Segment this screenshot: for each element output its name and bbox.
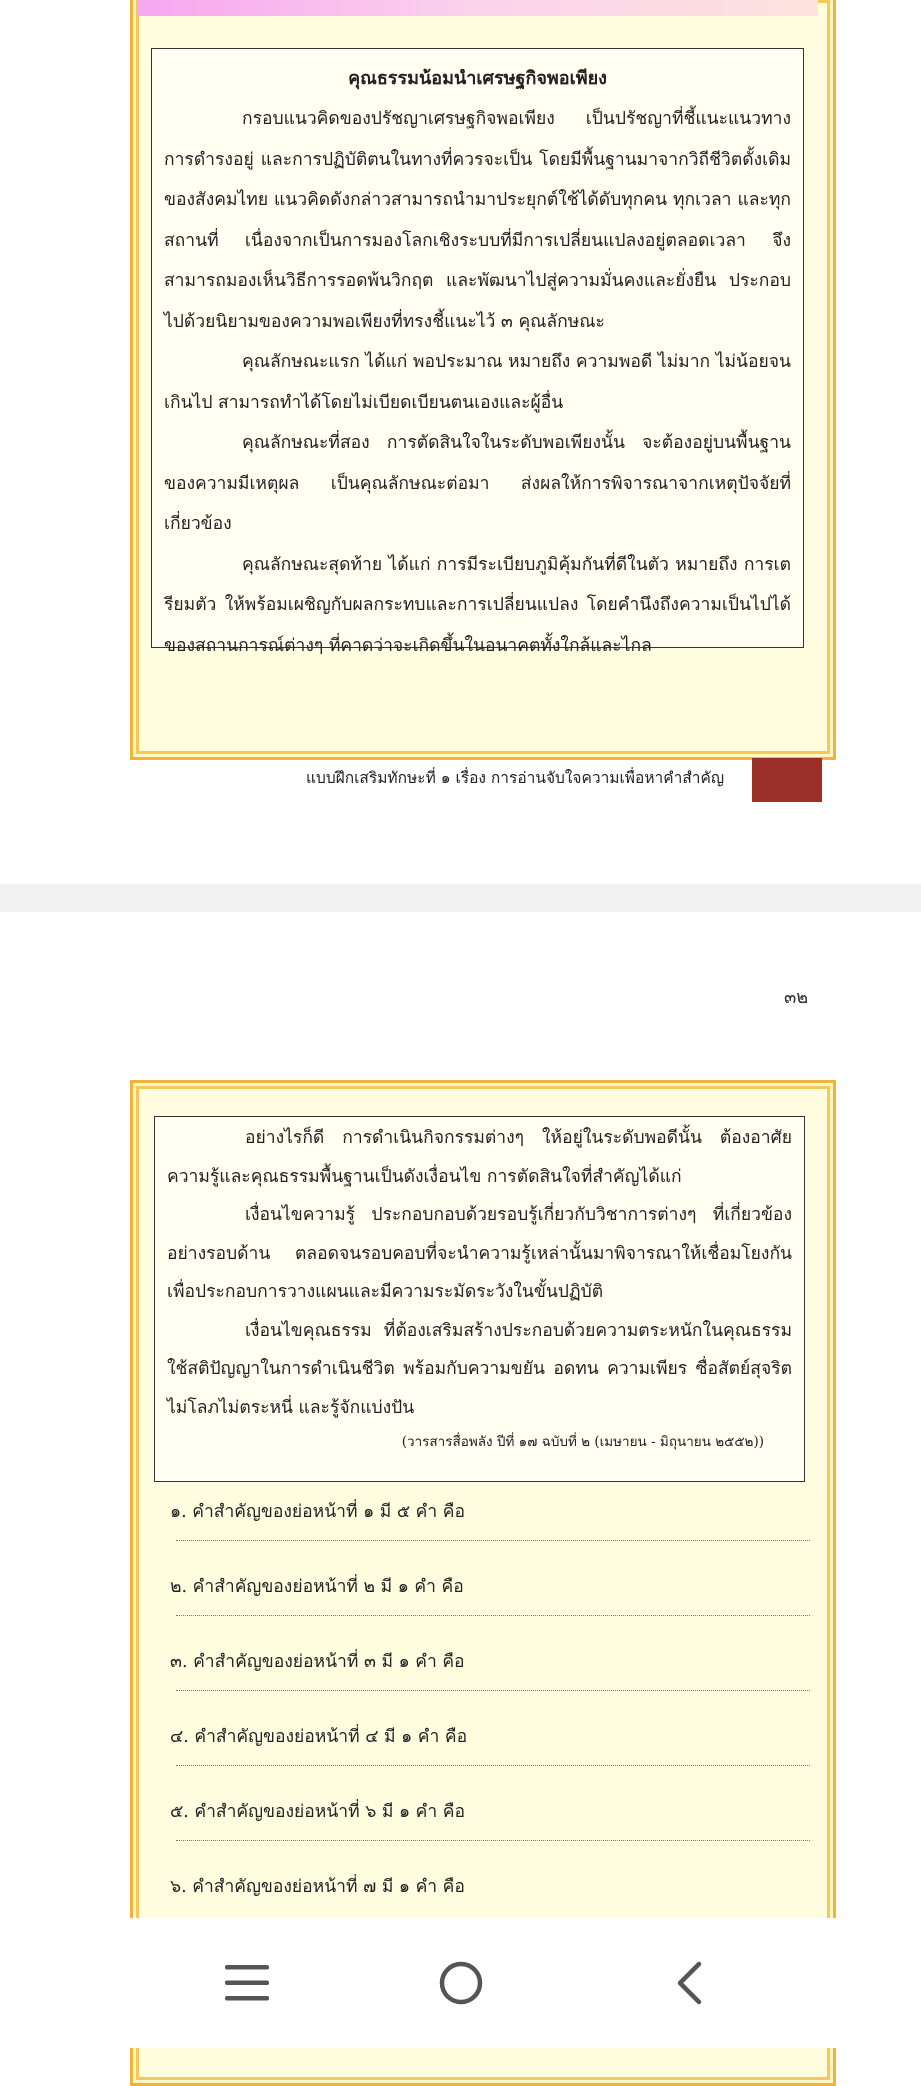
passage-paragraph: คุณลักษณะสุดท้าย ได้แก่ การมีระเบียบภูมิคุ้มกันที่ดีในตัว หมายถึง การเตรียมตัว ให้พร้อมเผชิญกับผลกระทบและการเปลี่ยนแปลง โดยคำนึงถึงความเป็นไปได้ของสถานการณ์ต่างๆ ที่คาดว่าจะเกิดขึ้นในอนาคตทั้งใกล้และไกล [164,554,791,656]
answer-line [176,1540,810,1541]
page-footer: แบบฝึกเสริมทักษะที่ ๑ เรื่อง การอ่านจับใจความเพื่อหาคำสำคัญ [306,769,725,787]
passage-paragraph: อย่างไรก็ดี การดำเนินกิจกรรมต่างๆ ให้อยู่ในระดับพอดีนั้น ต้องอาศัยความรู้และคุณธรรมพื้นฐานเป็นดังเงื่อนไข การตัดสินใจที่สำคัญได้แก่ [167,1128,792,1187]
question-text: ๓. คำสำคัญของย่อหน้าที่ ๓ มี ๑ คำ คือ [170,1652,465,1672]
passage-paragraph: คุณลักษณะที่สอง การตัดสินใจในระดับพอเพียงนั้น จะต้องอยู่บนพื้นฐานของความมีเหตุผล เป็นคุณลักษณะต่อมา ส่งผลให้การพิจารณาจากเหตุปัจจัยที่เกี่ยวข้อง [164,433,791,534]
passage-paragraph: เงื่อนไขความรู้ ประกอบกอบด้วยรอบรู้เกี่ยวกับวิชาการต่างๆ ที่เกี่ยวข้องอย่างรอบด้าน ตลอดจนรอบคอบที่จะนำความรู้เหล่านั้นมาพิจารณาให้เชื่อมโยงกันเพื่อประกอบการวางแผนและมีความระมัดระวังในขั้นปฏิบัติ [167,1205,792,1302]
question-item [170,1642,810,1717]
decorative-banner [138,0,818,16]
home-icon [438,1960,484,2006]
passage-title: คุณธรรมน้อมนำเศรษฐกิจพอเพียง [348,68,607,89]
passage-paragraph: กรอบแนวคิดของปรัชญาเศรษฐกิจพอเพียง เป็นปรัชญาที่ชี้แนะแนวทางการดำรงอยู่ และการปฏิบัติตนในทางที่ควรจะเป็น โดยมีพื้นฐานมาจากวิถีชีวิตดั้งเดิมของสังคมไทย แนวคิดดังกล่าวสามารถนำมาประยุกต์ใช้ได้ดับทุกคน ทุกเวลา และทุกสถานที่ เนื่องจากเป็นการมองโลกเชิงระบบที่มีการเปลี่ยนแปลงอยู่ตลอดเวลา จึงสามารถมองเห็นวิธีการรอดพ้นวิกฤต และพัฒนาไปสู่ความมั่นคงและยั่งยืน ประกอบไปด้วยนิยามของความพอเพียงที่ทรงชี้แนะไว้ ๓ คุณลักษณะ [164,109,791,332]
passage-paragraph: เงื่อนไขคุณธรรม ที่ต้องเสริมสร้างประกอบด้วยความตระหนักในคุณธรรม ใช้สติปัญญาในการดำเนินชีวิต พร้อมกับความขยัน อดทน ความเพียร ซื่อสัตย์สุจริต ไม่โลภไม่ตระหนี่ และรู้จักแบ่งปัน [167,1320,792,1418]
reading-passage-box [154,1116,805,1482]
document-page-1 [0,0,921,838]
question-item [170,1567,810,1642]
citation: (วารสารสื่อพลัง ปีที่ ๑๗ ฉบับที่ ๒ (เมษายน - มิถุนายน ๒๕๕๒)) [401,1434,764,1450]
answer-line [176,1690,810,1691]
answer-line [176,1765,810,1766]
question-text: ๖. คำสำคัญของย่อหน้าที่ ๗ มี ๑ คำ คือ [170,1877,465,1897]
menu-icon [223,1963,271,2003]
footer-color-block [752,758,822,802]
back-button[interactable] [629,1918,749,2048]
question-item [170,1492,810,1567]
answer-line [176,1615,810,1616]
home-button[interactable] [401,1918,521,2048]
recent-apps-button[interactable] [187,1918,307,2048]
reading-passage-box [151,48,804,656]
answer-line [176,1840,810,1841]
question-item [170,1792,810,1867]
page-number: ๓๒ [784,987,809,1008]
question-item [170,1717,810,1792]
question-text: ๒. คำสำคัญของย่อหน้าที่ ๒ มี ๑ คำ คือ [170,1577,464,1597]
question-list [170,1492,810,1942]
passage-paragraph: คุณลักษณะแรก ได้แก่ พอประมาณ หมายถึง ความพอดี ไม่มาก ไม่น้อยจนเกินไป สามารถทำได้โดยไม่เบียดเบียนตนเองและผู้อื่น [164,352,791,413]
question-text: ๕. คำสำคัญของย่อหน้าที่ ๖ มี ๑ คำ คือ [170,1802,465,1822]
back-icon [672,1960,706,2006]
question-text: ๔. คำสำคัญของย่อหน้าที่ ๔ มี ๑ คำ คือ [170,1727,468,1747]
system-navigation-bar [0,1918,921,2048]
question-text: ๑. คำสำคัญของย่อหน้าที่ ๑ มี ๕ คำ คือ [170,1502,465,1522]
page-separator [0,884,921,912]
